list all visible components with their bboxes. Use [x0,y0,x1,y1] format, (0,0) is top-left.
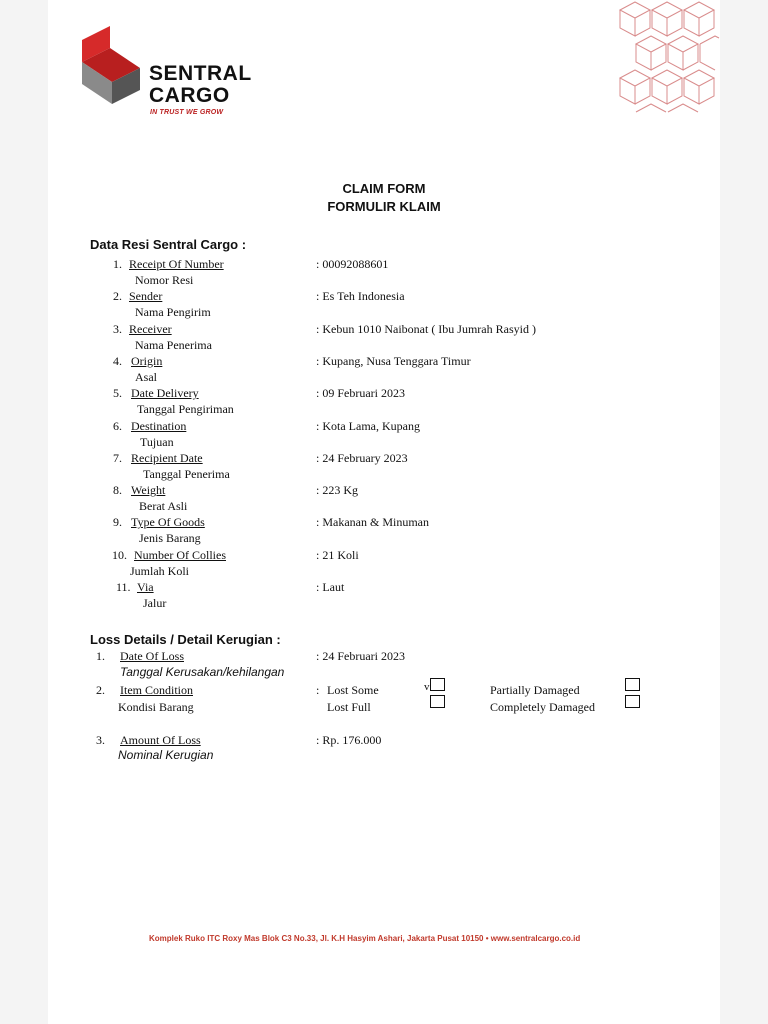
loss-date-value: : 24 Februari 2023 [316,649,405,663]
receipt-item-sublabel: Tanggal Pengiriman [137,402,234,417]
receipt-item-number: 7. [113,450,122,465]
condition-label: Item Condition [120,683,193,697]
receipt-item-label: Via [137,580,154,594]
receipt-item-label: Receiver [129,321,172,336]
condition-sublabel: Kondisi Barang [118,700,194,714]
receipt-item-label: Sender [129,289,163,304]
receipt-item-value: : Makanan & Minuman [316,515,429,530]
decorative-cube-pattern-icon [618,0,720,118]
receipt-item-number: 4. [113,353,122,368]
receipt-item-sublabel: Tujuan [140,434,174,449]
receipt-item-sublabel: Jumlah Koli [130,563,189,578]
receipt-item-value: : Kupang, Nusa Tenggara Timur [316,353,471,368]
receipt-item-value: : 00092088601 [316,257,389,271]
receipt-item-label: Receipt Of Number [129,257,224,271]
receipt-item-value: : 21 Koli [316,547,359,562]
receipt-item-value: : Kota Lama, Kupang [316,418,420,433]
receipt-item-number: 8. [113,483,122,498]
receipt-item-label: Date Delivery [131,386,199,401]
option-completely-damaged-label: Completely Damaged [490,700,595,714]
receipt-item-value: : Es Teh Indonesia [316,289,405,304]
receipt-item-value: : 24 February 2023 [316,450,408,465]
receipt-item-label: Origin [131,353,163,368]
option-lost-some-label: Lost Some [327,683,379,697]
amount-label: Amount Of Loss [120,733,201,747]
receipt-item-number: 11. [116,580,131,594]
receipt-item-label: Number Of Collies [134,547,226,562]
option-lost-full-label: Lost Full [327,700,371,714]
receipt-item-number: 9. [113,515,122,530]
receipt-item-label: Recipient Date [131,450,203,465]
receipt-item-value: : 09 Februari 2023 [316,386,405,401]
loss-date-label: Date Of Loss [120,649,184,663]
receipt-item-value: : Kebun 1010 Naibonat ( Ibu Jumrah Rasyid ) [316,321,536,336]
receipt-section-heading: Data Resi Sentral Cargo : [90,237,247,252]
receipt-item-label: Type Of Goods [131,515,205,530]
receipt-item-number: 5. [113,386,122,401]
sentral-cargo-logo-icon [80,24,144,106]
receipt-item-sublabel: Asal [135,369,157,384]
condition-colon: : [316,683,320,697]
form-title-id: FORMULIR KLAIM [327,199,441,214]
lost-full-checkbox[interactable] [430,695,445,708]
receipt-item-sublabel: Jenis Barang [139,531,201,546]
receipt-item-number: 10. [112,547,127,562]
footer-address: Komplek Ruko ITC Roxy Mas Blok C3 No.33, Jl. K.H Hasyim Ashari, Jakarta Pusat 10150 • www.sentralcargo.co.id [149,934,581,943]
receipt-item-value: : Laut [316,580,345,594]
receipt-item-label: Weight [131,483,166,498]
receipt-item-number: 2. [113,289,122,304]
receipt-item-sublabel: Berat Asli [139,499,188,514]
lost-some-checkbox[interactable] [430,678,445,691]
loss-section-heading: Loss Details / Detail Kerugian : [90,632,281,647]
partially-damaged-checkbox[interactable] [625,678,640,691]
receipt-item-number: 3. [113,321,122,336]
amount-sublabel: Nominal Kerugian [118,748,214,762]
option-partially-damaged-label: Partially Damaged [490,683,580,697]
receipt-item-value: : 223 Kg [316,483,358,498]
receipt-item-number: 1. [113,257,122,271]
loss-date-sublabel: Tanggal Kerusakan/kehilangan [120,665,285,679]
loss-date-number: 1. [96,649,105,663]
form-title: CLAIM FORM [342,181,426,196]
receipt-item-sublabel: Jalur [143,596,167,610]
brand-line1: SENTRAL [149,62,252,85]
receipt-item-sublabel: Nomor Resi [135,273,194,287]
receipt-item-sublabel: Tanggal Penerima [143,466,230,481]
lost-some-check-mark: v [424,681,430,693]
brand-tagline: IN TRUST WE GROW [150,109,224,116]
receipt-item-sublabel: Nama Penerima [135,337,212,352]
amount-value: : Rp. 176.000 [316,733,382,747]
receipt-item-label: Destination [131,418,187,433]
brand-line2: CARGO [149,84,230,107]
receipt-item-sublabel: Nama Pengirim [135,305,211,320]
receipt-item-number: 6. [113,418,122,433]
condition-number: 2. [96,683,105,697]
completely-damaged-checkbox[interactable] [625,695,640,708]
amount-number: 3. [96,733,105,747]
